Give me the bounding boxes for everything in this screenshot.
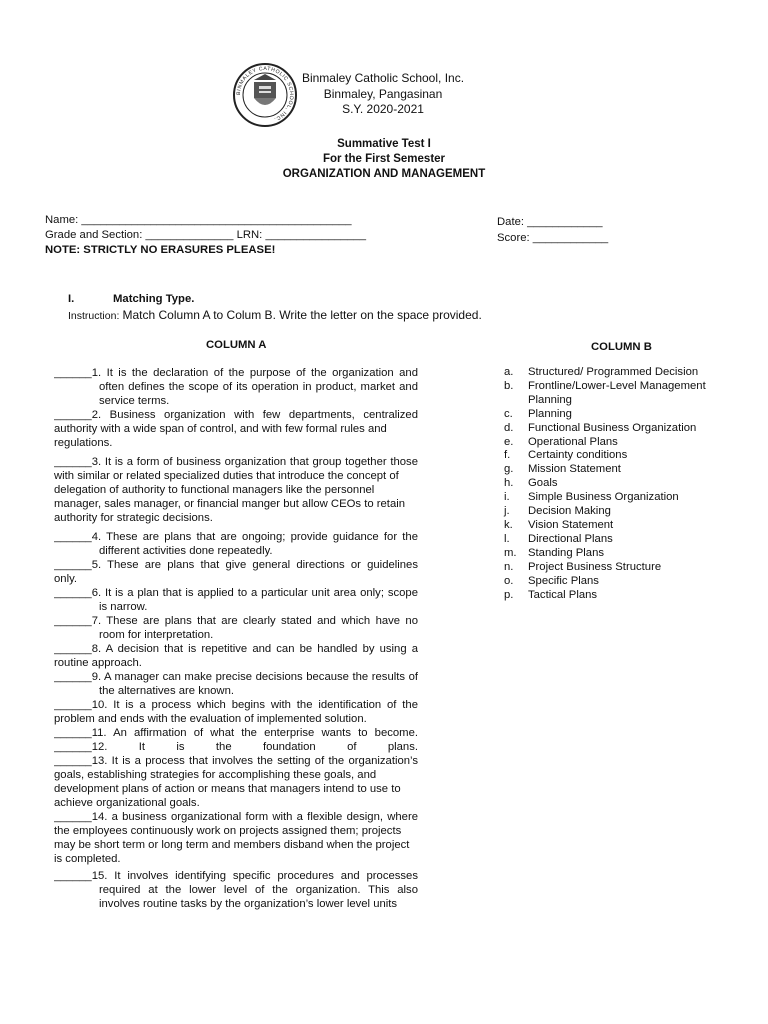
option-letter: j. (504, 505, 510, 518)
name-field: Name: ___________________________________________ (45, 214, 352, 226)
item-text: ______3. It is a form of business organization that group together those (54, 456, 418, 468)
item-text: ______2. Business organization with few departments, centralized (54, 409, 418, 421)
option-text: Functional Business Organization (528, 421, 697, 434)
item-text: ______8. A decision that is repetitive and can be handled by using a (54, 643, 418, 655)
column-b-option (504, 366, 744, 380)
item-text: ______5. These are plans that give general directions or guidelines (54, 559, 418, 571)
column-a-item-12 (54, 740, 418, 754)
title-line-2: For the First Semester (322, 153, 446, 165)
column-b-option (504, 575, 744, 589)
instruction-label: Instruction: (68, 310, 120, 322)
section-title: Matching Type. (113, 293, 195, 305)
column-b-list (504, 366, 744, 602)
item-text-continued: with similar or related specialized duties that introduce the concept of (54, 470, 399, 482)
column-a-list (54, 366, 418, 914)
item-text-continued: is narrow. (99, 601, 148, 613)
item-text: ______1. It is the declaration of the purpose of the organization and (54, 367, 418, 379)
column-a-item-3 (54, 455, 418, 525)
item-text: ______11. An affirmation of what the enterprise wants to become. (54, 727, 418, 739)
option-text: Simple Business Organization (528, 491, 679, 504)
item-text-continued: is completed. (54, 853, 121, 865)
column-b-option (504, 547, 744, 561)
item-text: ______4. These are plans that are ongoing; provide guidance for the (54, 531, 418, 543)
school-header (288, 71, 478, 118)
option-letter: b. (504, 379, 514, 392)
option-letter: h. (504, 477, 514, 490)
option-text: Structured/ Programmed Decision (528, 366, 699, 378)
grade-lrn-field: Grade and Section: ______________ LRN: ________________ (45, 229, 366, 241)
column-a-item-9 (54, 670, 418, 698)
item-text-continued: achieve organizational goals. (54, 797, 200, 809)
column-b-option (504, 589, 744, 603)
instruction (68, 308, 482, 324)
option-letter (504, 394, 528, 408)
item-text-continued: room for interpretation. (99, 629, 214, 641)
item-text-continued: involves routine tasks by the organization’s lower level units (99, 898, 398, 910)
item-text-continued: manager, sales manager, or financial manger but allow CEOs to retain (54, 498, 406, 510)
column-a-item-8 (54, 642, 418, 670)
item-text-continued: only. (54, 573, 78, 585)
item-text: ______14. a business organizational form with a flexible design, where (54, 811, 418, 823)
column-b-option (504, 422, 744, 436)
option-text: Standing Plans (528, 546, 604, 559)
title-line-1: Summative Test I (337, 138, 431, 150)
option-letter: g. (504, 463, 514, 476)
item-text-continued: goals, establishing strategies for accomplishing these goals, and (54, 769, 377, 781)
item-text-continued: problem and ends with the evaluation of implemented solution. (54, 713, 367, 725)
column-a-item-10 (54, 698, 418, 726)
column-b-option (504, 380, 744, 394)
item-text-continued: service terms. (99, 395, 170, 407)
item-text: ______10. It is a process which begins with the identification of the (54, 699, 418, 711)
item-text: ______15. It involves identifying specific procedures and processes (54, 870, 418, 882)
column-b-option (504, 505, 744, 519)
item-text-continued: the alternatives are known. (99, 685, 235, 697)
option-text: Project Business Structure (528, 560, 662, 573)
option-letter: a. (504, 366, 514, 378)
column-b-option (504, 449, 744, 463)
column-b-option (504, 463, 744, 477)
school-year: S.Y. 2020-2021 (342, 102, 424, 116)
instruction-text: Match Column A to Colum B. Write the letter on the space provided. (122, 308, 482, 322)
column-a-item-11 (54, 726, 418, 740)
option-letter: d. (504, 421, 514, 434)
score-field: Score: ____________ (497, 232, 609, 244)
item-text-continued: development plans of action or means that managers intend to use to (54, 783, 401, 795)
school-location: Binmaley, Pangasinan (323, 86, 443, 101)
column-b-option (504, 533, 744, 547)
item-text-continued: delegation of authority to functional managers like the personnel (54, 484, 375, 496)
column-a-header: COLUMN A (206, 339, 267, 351)
option-text: Tactical Plans (528, 588, 598, 601)
column-b-header: COLUMN B (591, 341, 652, 353)
item-text-continued: different activities done repeatedly. (99, 545, 273, 557)
column-a-item-2 (54, 408, 418, 450)
column-b-option (504, 436, 744, 450)
column-b-option (504, 408, 744, 422)
option-letter: m. (504, 546, 517, 559)
item-text-continued: routine approach. (54, 657, 142, 669)
column-b-option (504, 519, 744, 533)
column-a-item-4 (54, 530, 418, 558)
item-text-continued: often defines the scope of its operation in product, market and (99, 381, 418, 393)
column-a-item-13 (54, 754, 418, 810)
item-text-continued: authority for strategic decisions. (54, 512, 213, 524)
item-text-continued: authority with a wide span of control, and with few formal rules and (54, 423, 387, 435)
item-text-continued: may be short term or long term and members disband when the project (54, 839, 410, 851)
option-text: Vision Statement (528, 518, 614, 531)
column-a-item-15 (54, 869, 418, 911)
option-letter: p. (504, 588, 514, 601)
note-text: NOTE: STRICTLY NO ERASURES PLEASE! (45, 244, 276, 256)
option-text: Frontline/Lower-Level Management (528, 379, 706, 392)
item-text-continued: required at the lower level of the organization. This also (99, 884, 418, 896)
option-letter: o. (504, 574, 514, 587)
column-a-item-6 (54, 586, 418, 614)
option-text: Mission Statement (528, 463, 621, 476)
option-text: Goals (528, 477, 558, 490)
option-letter: e. (504, 435, 514, 448)
option-text: Decision Making (528, 505, 611, 518)
column-a-item-14 (54, 810, 418, 866)
title-line-3: ORGANIZATION AND MANAGEMENT (282, 168, 486, 180)
column-b-option (504, 491, 744, 505)
option-letter: i. (504, 491, 510, 504)
school-name: Binmaley Catholic School, Inc. (301, 71, 465, 85)
column-b-option (504, 477, 744, 491)
item-text-continued: regulations. (54, 437, 113, 449)
option-text: Planning (528, 407, 572, 420)
column-b-option (504, 394, 744, 408)
option-text: Specific Plans (528, 574, 599, 587)
column-a-item-1 (54, 366, 418, 408)
option-text: Directional Plans (528, 532, 613, 545)
option-text: Operational Plans (528, 435, 618, 448)
section-number: I. (68, 293, 75, 305)
option-letter: n. (504, 560, 514, 573)
column-a-item-5 (54, 558, 418, 586)
test-title (0, 137, 768, 182)
option-letter: c. (504, 407, 513, 420)
option-letter: k. (504, 518, 513, 531)
item-text: ______12. It is the foundation of plans. (54, 741, 418, 753)
option-letter: l. (504, 532, 510, 545)
date-field: Date: ____________ (497, 216, 603, 228)
item-text: ______7. These are plans that are clearly stated and which have no (54, 615, 418, 627)
item-text: ______9. A manager can make precise decisions because the results of (54, 671, 418, 683)
svg-text:BINMALEY CATHOLIC SCHOOL, INC.: BINMALEY CATHOLIC SCHOOL, INC. (235, 65, 295, 123)
item-text: ______13. It is a process that involves the setting of the organization’s (54, 755, 418, 767)
option-text: Certainty conditions (528, 449, 628, 462)
column-a-item-7 (54, 614, 418, 642)
option-text: Planning (528, 393, 572, 406)
column-b-option (504, 561, 744, 575)
item-text-continued: the employees continuously work on projects assigned them; projects (54, 825, 402, 837)
option-letter: f. (504, 449, 511, 462)
item-text: ______6. It is a plan that is applied to a particular unit area only; scope (54, 587, 418, 599)
